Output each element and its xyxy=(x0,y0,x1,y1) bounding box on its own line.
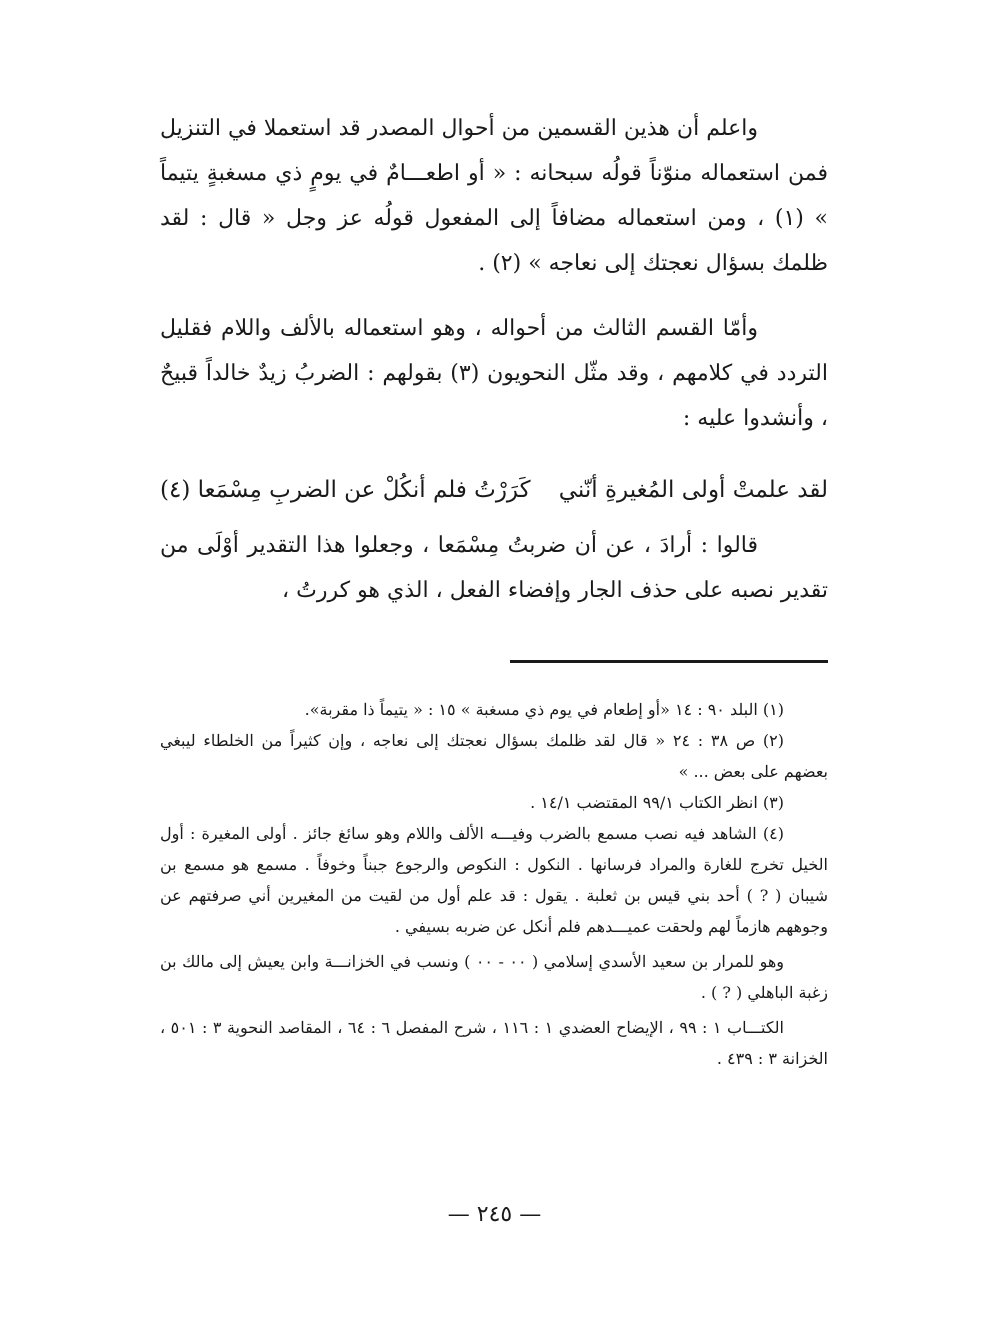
paragraph-1: واعلم أن هذين القسمين من أحوال المصدر قد استعملا في التنزيل فمن استعماله منوّناً قولُه سبحانه : « أو اطعـــامٌ في يومٍ ذي مسغبةٍ يتيماً » (١) ، ومن استعماله مضافاً إلى المفعول قولُه عز وجل « قال : لقد ظلمك بسؤال نعجتك إلى نعاجه » (٢) . xyxy=(160,116,828,276)
footnote-4: (٤) الشاهد فيه نصب مسمع بالضرب وفيـــه الألف واللام وهو سائغ جائز . أولى المغيرة : أول الخيل تخرج للغارة والمراد فرسانها . النكول : النكوص والرجوع جبناً وخوفاً . مسمع هو مسمع بن شيبان ( ? ) أحد بني قيس بن ثعلبة . يقول : قد علم أول من لقيت من المغيرين أني صرفتهم عن وجوههم هازماً لهم ولحقت عميـــدهم فلم أنكل عن ضربه بسيفي . xyxy=(160,824,828,936)
footnote-3: (٣) انظر الكتاب ٩٩/١ المقتضب ١٤/١ . xyxy=(530,793,784,812)
verse-second-hemistich: كَرَرْتُ فلم أنكُلْ عن الضربِ مِسْمَعا (٤) xyxy=(160,477,531,503)
verse-first-hemistich: لقد علمتْ أولى المُغيرةِ أنّني xyxy=(558,477,828,503)
paragraph-3: قالوا : أرادَ ، عن أن ضربتُ مِسْمَعا ، وجعلوا هذا التقدير أوْلَى من تقدير نصبه على حذف الجار وإفضاء الفعل ، الذي هو كررتُ ، xyxy=(160,533,828,603)
footnote-separator xyxy=(510,660,828,663)
main-text xyxy=(160,106,828,613)
footnote-1: (١) البلد ٩٠ : ١٤ «أو إطعام في يوم ذي مسغبة » ١٥ : « يتيماً ذا مقربة». xyxy=(304,700,784,719)
footnote-2: (٢) ص ٣٨ : ٢٤ « قال لقد ظلمك بسؤال نعجتك إلى نعاجه ، وإن كثيراً من الخلطاء ليبغي بعضهم على بعض ... » xyxy=(160,731,828,781)
poetry-verse xyxy=(160,467,828,513)
footnotes xyxy=(160,694,828,1074)
paragraph-2: وأمّا القسم الثالث من أحواله ، وهو استعماله بالألف واللام فقليل التردد في كلامهم ، وقد مثّل النحويون (٣) بقولهم : الضربُ زيدٌ خالداً قبيحٌ ، وأنشدوا عليه : xyxy=(160,316,828,431)
page-number: — ٢٤٥ — xyxy=(447,1202,542,1227)
footnote-4-sources: الكتـــاب ١ : ٩٩ ، الإيضاح العضدي ١ : ١١٦ ، شرح المفصل ٦ : ٦٤ ، المقاصد النحوية ٣ : ٥٠١ ، الخزانة ٣ : ٤٣٩ . xyxy=(160,1018,828,1068)
footnote-4-attribution: وهو للمرار بن سعيد الأسدي إسلامي ( ٠٠ - ٠٠ ) ونسب في الخزانـــة وابن يعيش إلى مالك بن زغبة الباهلي ( ? ) . xyxy=(160,952,828,1002)
